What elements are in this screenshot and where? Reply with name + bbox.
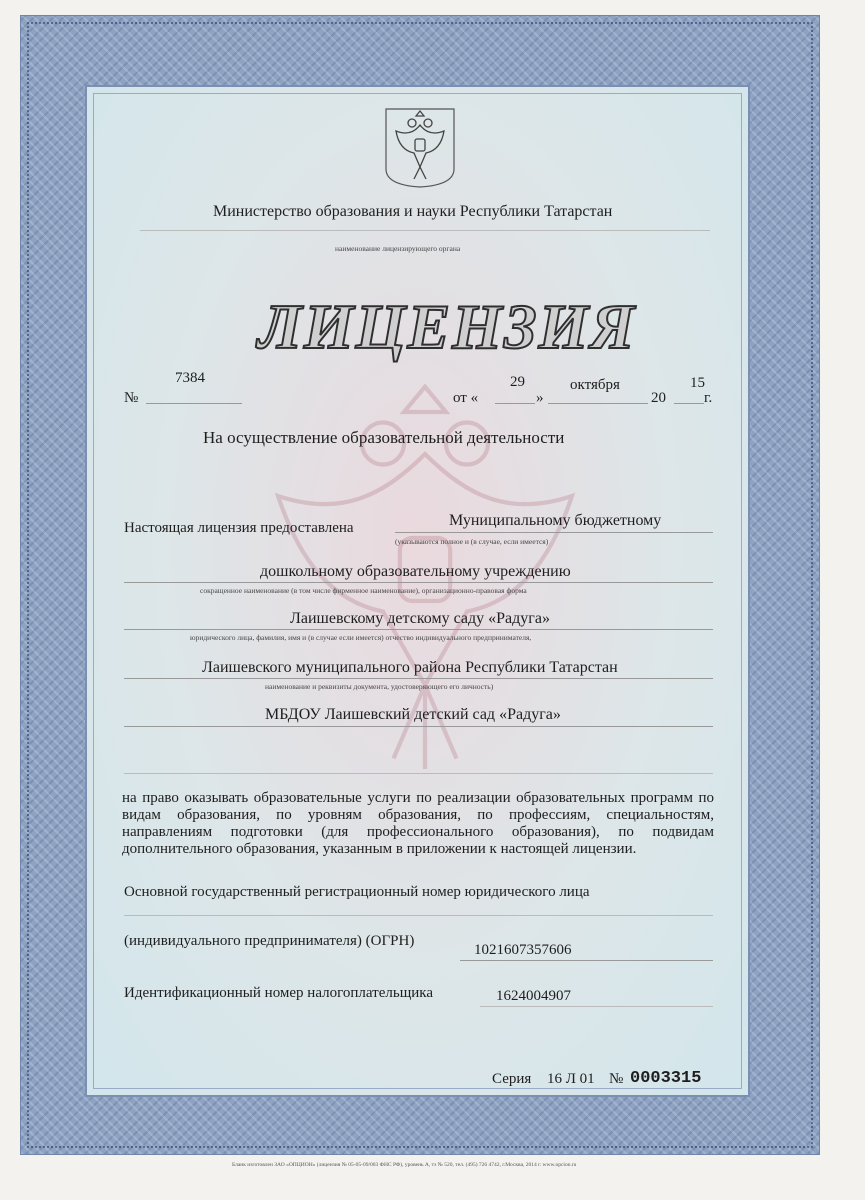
date-from-label: от « — [453, 390, 479, 406]
serial-number: 0003315 — [630, 1069, 702, 1088]
authority-caption: наименование лицензирующего органа — [335, 244, 461, 253]
licensee-short-name: МБДОУ Лаишевский детский сад «Радуга» — [265, 706, 561, 723]
license-number: 7384 — [175, 370, 205, 386]
licensee-line-3: Лаишевскому детскому саду «Радуга» — [290, 610, 550, 627]
caption-2: сокращенное наименование (в том числе фирменное наименование), организационно-правовая форма — [200, 586, 527, 595]
state-emblem-icon — [384, 107, 456, 189]
ogrn-value: 1021607357606 — [474, 942, 572, 958]
inn-label: Идентификационный номер налогоплательщика — [124, 985, 434, 1001]
licensee-line-4: Лаишевского муниципального района Республики Татарстан — [202, 659, 618, 676]
inn-value: 1624004907 — [496, 988, 571, 1004]
ogrn-label-1: Основной государственный регистрационный номер юридического лица — [124, 884, 590, 900]
document-title: ЛИЦЕНЗИЯ — [258, 291, 637, 362]
date-year: 15 — [690, 375, 705, 391]
series-value: 16 Л 01 — [547, 1071, 595, 1087]
date-month: октября — [570, 377, 620, 393]
caption-1: (указываются полное и (в случае, если имеется) — [395, 537, 549, 546]
caption-4: наименование и реквизиты документа, удостоверяющего его личность) — [265, 682, 494, 691]
ogrn-label-2: (индивидуального предпринимателя) (ОГРН) — [124, 933, 415, 949]
date-close-quote: » — [536, 390, 544, 406]
license-purpose: На осуществление образовательной деятельности — [203, 428, 565, 447]
licensee-line-1: Муниципальному бюджетному — [449, 512, 662, 529]
caption-3: юридического лица, фамилия, имя и (в случае если имеется) отчество индивидуального предпринимателя, — [190, 633, 532, 642]
date-year-prefix: 20 — [651, 390, 666, 406]
date-day: 29 — [510, 374, 525, 390]
granted-label: Настоящая лицензия предоставлена — [124, 520, 354, 536]
serial-label: № — [609, 1071, 624, 1087]
series-label: Серия — [492, 1071, 532, 1087]
issuing-authority: Министерство образования и науки Республики Татарстан — [213, 203, 613, 220]
printer-imprint: Бланк изготовлен ЗАО «ОПЦИОН» (лицензия № 05-05-09/003 ФНС РФ), уровень А, тз № 520, тел. (495) 726 4742, г.Москва, 2014 г. www.opcion.ru — [232, 1162, 577, 1168]
licensee-line-2: дошкольному образовательному учреждению — [260, 563, 571, 580]
license-rights-text: на право оказывать образовательные услуги по реализации образовательных программ по видам образования, по уровням образования, по профессиям, специальностям, направлениям подготовки (для профессионального образования), по подвидам дополнительного образования, указанным в приложении к настоящей лицензии. — [122, 790, 714, 857]
date-year-suffix: г. — [704, 390, 713, 406]
number-label: № — [124, 390, 139, 406]
